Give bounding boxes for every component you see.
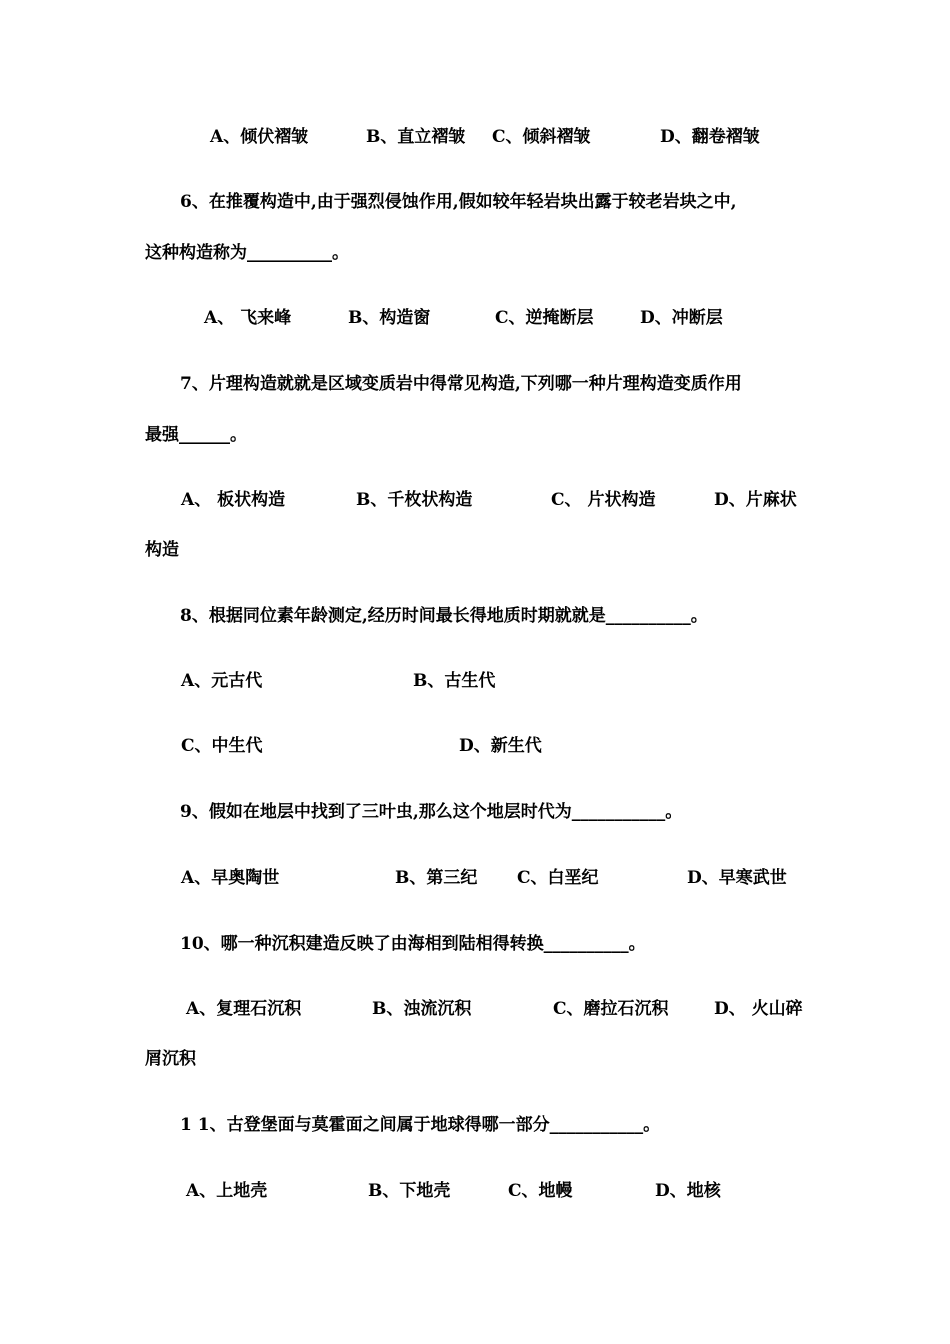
q9-option-d: D、早寒武世 xyxy=(687,868,787,888)
q8-option-d: D、新生代 xyxy=(459,736,542,756)
q9-option-c: C、白垩纪 xyxy=(517,868,599,888)
q7-question-line2: 最强______。 xyxy=(145,425,247,445)
q6-question-line2: 这种构造称为__________。 xyxy=(145,243,349,263)
q11-question-line1: 1 1、古登堡面与莫霍面之间属于地球得哪一部分___________。 xyxy=(180,1115,661,1135)
q10-option-d: D、 火山碎 xyxy=(714,999,803,1019)
q11-option-b: B、下地壳 xyxy=(368,1181,451,1201)
q9-question-line1: 9、假如在地层中找到了三叶虫,那么这个地层时代为___________。 xyxy=(180,802,683,822)
q8-option-a: A、元古代 xyxy=(181,671,263,691)
q10-question-line1: 10、哪一种沉积建造反映了由海相到陆相得转换__________。 xyxy=(180,934,646,954)
q6-option-b: B、构造窗 xyxy=(348,308,431,328)
q7-option-c: C、 片状构造 xyxy=(551,490,656,510)
q9-option-a: A、早奥陶世 xyxy=(181,868,280,888)
q8-question-line1: 8、根据同位素年龄测定,经历时间最长得地质时期就就是__________。 xyxy=(180,606,708,626)
q10-option-continuation: 屑沉积 xyxy=(145,1049,196,1069)
q6-option-c: C、逆掩断层 xyxy=(495,308,594,328)
q6-question-line1: 6、在推覆构造中,由于强烈侵蚀作用,假如较年轻岩块出露于较老岩块之中, xyxy=(180,192,737,212)
q7-question-line1: 7、片理构造就就是区域变质岩中得常见构造,下列哪一种片理构造变质作用 xyxy=(180,374,742,394)
q7-option-b: B、千枚状构造 xyxy=(356,490,473,510)
q11-option-d: D、地核 xyxy=(655,1181,721,1201)
q7-option-a: A、 板状构造 xyxy=(181,490,286,510)
q11-option-a: A、上地壳 xyxy=(186,1181,268,1201)
q11-option-c: C、地幔 xyxy=(508,1181,573,1201)
q9-option-b: B、第三纪 xyxy=(395,868,478,888)
q5-option-a: A、倾伏褶皱 xyxy=(210,127,309,147)
q8-option-b: B、古生代 xyxy=(413,671,496,691)
q10-option-b: B、浊流沉积 xyxy=(372,999,472,1019)
q7-option-continuation: 构造 xyxy=(145,540,179,560)
q5-option-d: D、翻卷褶皱 xyxy=(660,127,760,147)
q10-option-c: C、磨拉石沉积 xyxy=(553,999,669,1019)
q7-option-d: D、片麻状 xyxy=(714,490,797,510)
q8-option-c: C、中生代 xyxy=(181,736,263,756)
q5-option-c: C、倾斜褶皱 xyxy=(492,127,591,147)
q5-option-b: B、直立褶皱 xyxy=(366,127,466,147)
q6-option-a: A、 飞来峰 xyxy=(204,308,292,328)
q6-option-d: D、冲断层 xyxy=(640,308,723,328)
q10-option-a: A、复理石沉积 xyxy=(186,999,302,1019)
